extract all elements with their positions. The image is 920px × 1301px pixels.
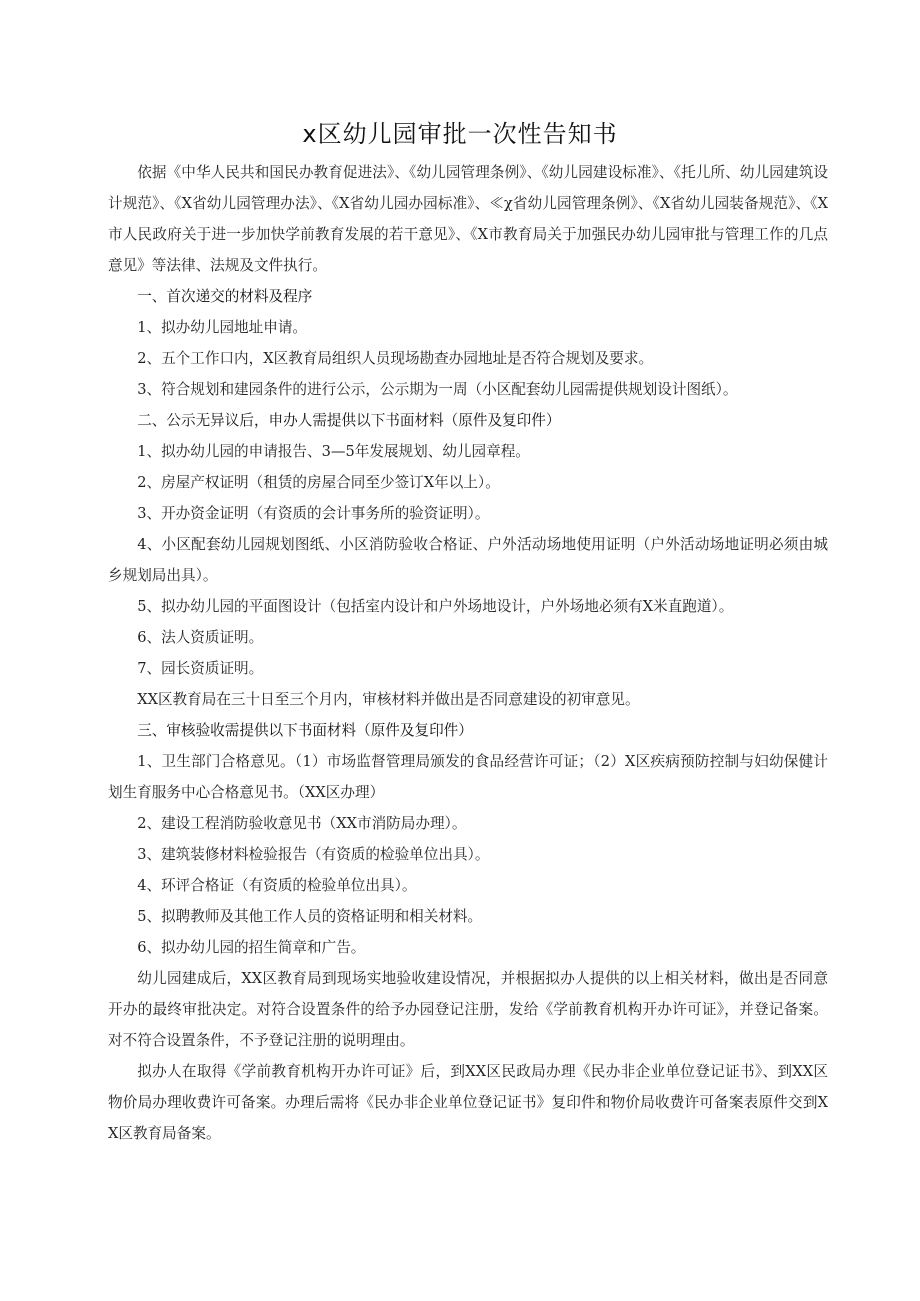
intro-paragraph: 依据《中华人民共和国民办教育促进法》、《幼儿园管理条例》、《幼儿园建设标准》、《托儿所、幼儿园建筑设计规范》、《X省幼儿园管理办法》、《X省幼儿园办园标准》、≪χ省幼儿园管理条例》、《X省幼儿园装备规范》、《X市人民政府关于进一步加快学前教育发展的若干意见》、《X市教育局关于加强民办幼儿园审批与管理工作的几点意见》等法律、法规及文件执行。 [108, 164, 828, 274]
section-2-item: 1、拟办幼儿园的申请报告、3—5年发展规划、幼儿园章程。 [137, 443, 530, 460]
section-2-note: XX区教育局在三十日至三个月内，审核材料并做出是否同意建设的初审意见。 [137, 691, 640, 708]
closing-paragraph: 幼儿园建成后，XX区教育局到现场实地验收建设情况，并根据拟办人提供的以上相关材料，做出是否同意开办的最终审批决定。对符合设置条件的给予办园登记注册，发给《学前教育机构开办许可证》，并登记备案。对不符合设置条件，不予登记注册的说明理由。 [108, 970, 828, 1049]
closing-paragraph: 拟办人在取得《学前教育机构开办许可证》后，到XX区民政局办理《民办非企业单位登记证书》、到XX区物价局办理收费许可备案。办理后需将《民办非企业单位登记证书》复印件和物价局收费许可备案表原件交到XX区教育局备案。 [108, 1063, 828, 1142]
section-1-item: 2、五个工作口内，X区教育局组织人员现场勘查办园地址是否符合规划及要求。 [137, 350, 654, 367]
section-3-item: 5、拟聘教师及其他工作人员的资格证明和相关材料。 [137, 908, 483, 925]
section-3-heading: 三、审核验收需提供以下书面材料（原件及复印件） [137, 722, 473, 739]
section-2-item: 4、小区配套幼儿园规划图纸、小区消防验收合格证、户外活动场地使用证明（户外活动场地证明必须由城乡规划局出具）。 [108, 536, 828, 584]
section-2-item: 5、拟办幼儿园的平面图设计（包括室内设计和户外场地设计，户外场地必须有X米直跑道）。 [137, 598, 734, 615]
section-1-heading: 一、首次递交的材料及程序 [137, 288, 313, 305]
section-3-item: 4、环评合格证（有资质的检验单位出具）。 [137, 877, 417, 894]
document-title: x区幼儿园审批一次性告知书 [302, 120, 618, 148]
section-3-item: 1、卫生部门合格意见。（1）市场监督管理局颁发的食品经营许可证；（2）X区疾病预防控制与妇幼保健计划生育服务中心合格意见书。（XX区办理） [108, 753, 828, 801]
section-2-item: 7、园长资质证明。 [137, 660, 264, 677]
section-2-item: 6、法人资质证明。 [137, 629, 264, 646]
section-3-item: 2、建设工程消防验收意见书（XX市消防局办理）。 [137, 815, 467, 832]
section-1-item: 3、符合规划和建园条件的进行公示，公示期为一周（小区配套幼儿园需提供规划设计图纸）。 [137, 381, 738, 398]
section-2-item: 2、房屋产权证明（租赁的房屋合同至少签订X年以上）。 [137, 474, 500, 491]
section-1-item: 1、拟办幼儿园地址申请。 [137, 319, 308, 336]
section-3-item: 6、拟办幼儿园的招生简章和广告。 [137, 939, 366, 956]
section-2-heading: 二、公示无异议后，申办人需提供以下书面材料（原件及复印件） [137, 412, 561, 429]
section-2-item: 3、开办资金证明（有资质的会计事务所的验资证明）。 [137, 505, 490, 522]
section-3-item: 3、建筑装修材料检验报告（有资质的检验单位出具）。 [137, 846, 490, 863]
document-body [108, 157, 828, 1149]
